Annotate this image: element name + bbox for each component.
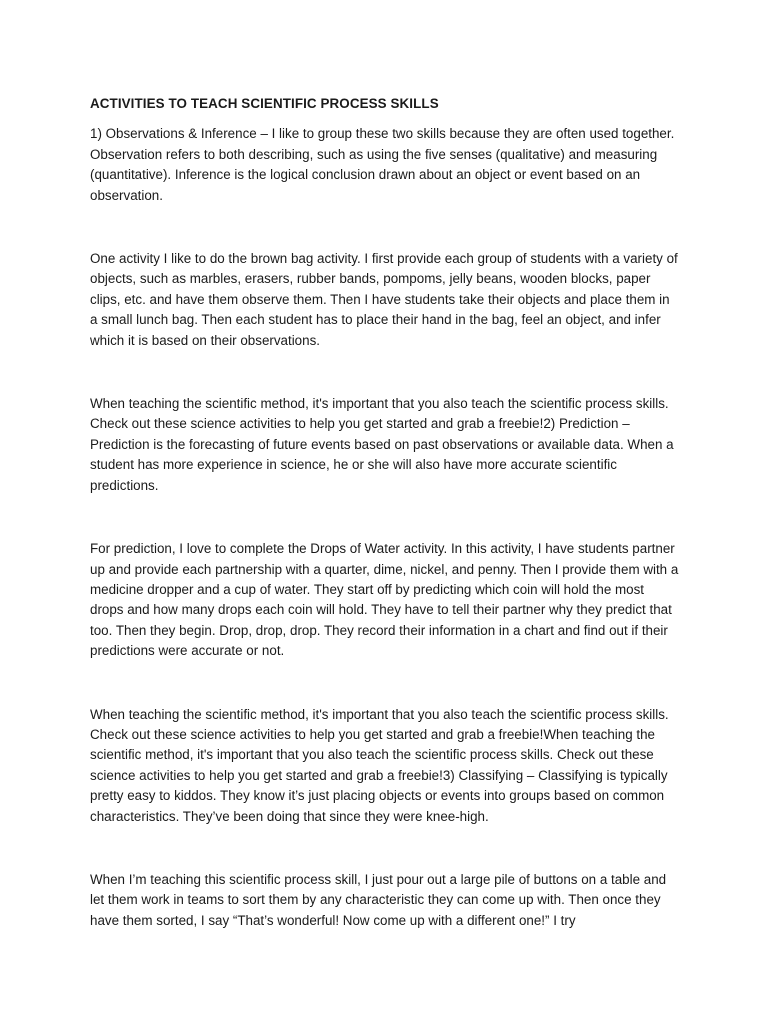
- paragraph-drops-of-water: For prediction, I love to complete the Drops of Water activity. In this activity, I have students partner up and provide each partnership with a quarter, dime, nickel, and penny. Then I provide them with a medicine dropper and a cup of water. They start off by predicting which coin will hold the most drops and how many drops each coin will hold. They have to tell their partner why they predict that too. Then they begin. Drop, drop, drop. They record their information in a chart and find out if their predictions were accurate or not.: [90, 541, 679, 659]
- document-title: ACTIVITIES TO TEACH SCIENTIFIC PROCESS SKILLS: [90, 96, 439, 111]
- paragraph-buttons-activity: When I’m teaching this scientific process skill, I just pour out a large pile of buttons on a table and let them work in teams to sort them by any characteristic they can come up with. Then once they have them sorted, I say “That’s wonderful! Now come up with a different one!” I try: [90, 871, 667, 928]
- paragraph-prediction: When teaching the scientific method, it's important that you also teach the scientific process skills. Check out these science activities to help you get started and grab a freebie!2) Prediction – Prediction is the forecasting of future events based on past observations or available data. When a student has more experience in science, he or she will also have more accurate scientific predictions.: [90, 396, 674, 493]
- document-page: [90, 94, 680, 931]
- paragraph-observations-inference: 1) Observations & Inference – I like to group these two skills because they are often used together. Observation refers to both describing, such as using the five senses (qualitative) and measuring (quantitative). Inference is the logical conclusion drawn about an object or event based on an observation.: [90, 126, 675, 203]
- paragraph-brown-bag-activity: One activity I like to do the brown bag activity. I first provide each group of students with a variety of objects, such as marbles, erasers, rubber bands, pompoms, jelly beans, wooden blocks, paper clips, etc. and have them observe them. Then I have students take their objects and place them in a small lunch bag. Then each student has to place their hand in the bag, feel an object, and infer which it is based on their observations.: [90, 251, 678, 348]
- paragraph-classifying: When teaching the scientific method, it's important that you also teach the scientific process skills. Check out these science activities to help you get started and grab a freebie!When teaching the scientific method, it's important that you also teach the scientific process skills. Check out these science activities to help you get started and grab a freebie!3) Classifying – Classifying is typically pretty easy to kiddos. They know it’s just placing objects or events into groups based on common characteristics. They’ve been doing that since they were knee-high.: [90, 706, 669, 824]
